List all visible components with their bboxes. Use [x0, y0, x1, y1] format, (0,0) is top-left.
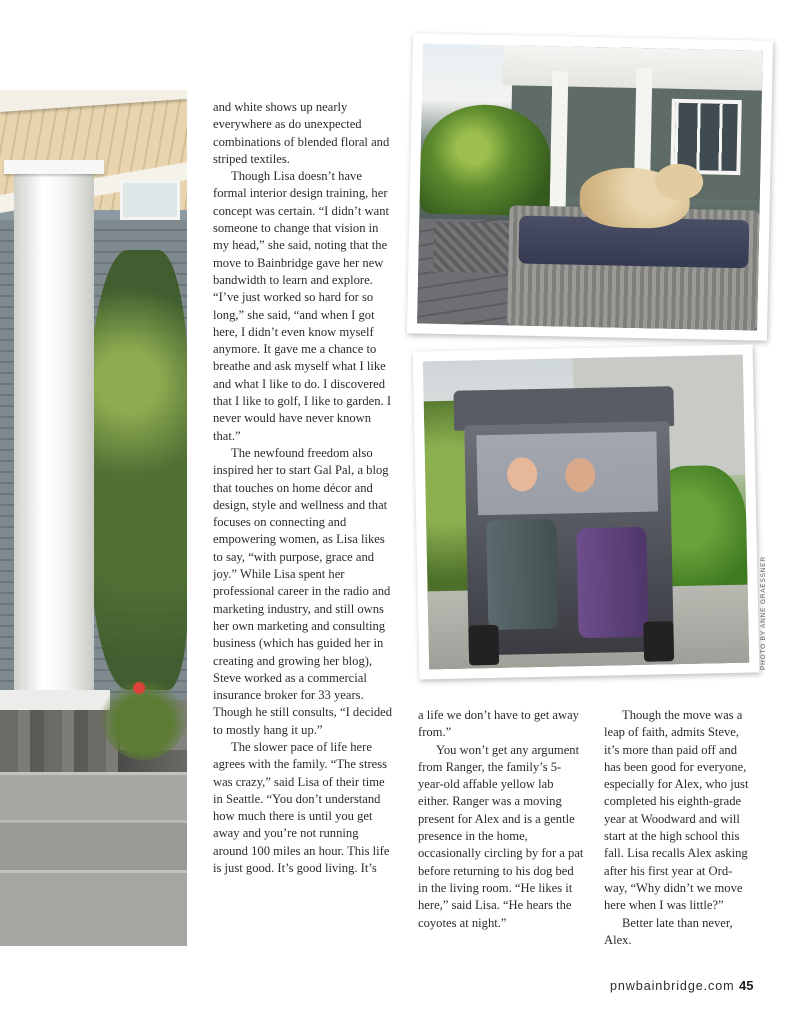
footer-website: pnwbainbridge.com: [610, 979, 735, 993]
dog-on-patio-photo: [407, 33, 773, 340]
page-number: 45: [739, 978, 754, 993]
article-column-1: [213, 99, 396, 877]
paragraph: a life we don’t have to get away from.”: [418, 708, 579, 740]
article-column-2: [418, 707, 584, 932]
porch-column-photo: [0, 90, 187, 946]
paragraph: Though Lisa doesn’t have formal interior design training, her concept was certain. “I didn’t want someone to change that vision in my head,” she said, noting that the move to Bainbridge gave her new bandwidth to learn and explore. “I’ve just worked so hard for so long,” she said, “and when I got here, I didn’t even know myself anymore. It gave me a chance to breathe and ask myself what I like and what I like to do. I discovered that I like to golf, I like to garden. I never would have never known that.”: [213, 169, 392, 443]
golf-cart-photo: [413, 344, 760, 679]
article-column-3: [604, 707, 754, 949]
paragraph: Though the move was a leap of faith, admits Steve, it’s more than paid off and has been good for everyone, especially for Alex, who just completed his eighth-grade year at Woodward and will start at the high school this fall. Lisa recalls Alex asking after his first year at Ord-way, “Why didn’t we move here when I was little?”: [604, 708, 749, 913]
paragraph: The slower pace of life here agrees with the family. “The stress was crazy,” said Lisa of their time in Seattle. “You don’t understand how much there is until you get away and you’re not running around 100 miles an hour. This life is just good. It’s good living. It’s: [213, 739, 390, 876]
photo-credit: PHOTO BY ANNE GRAESSNER: [760, 556, 767, 670]
paragraph: You won’t get any argument from Ranger, the family’s 5-year-old affable yellow lab either. Ranger was a moving present for Alex and is a gentle presence in the home, occasionally circling by for a pat before returning to his dog bed in the living room. “He likes it here,” said Lisa. “He hears the coyotes at night.”: [418, 742, 584, 930]
paragraph: Better late than never, Alex.: [604, 915, 733, 947]
paragraph: The newfound freedom also inspired her to start Gal Pal, a blog that touches on home décor and design, style and wellness and that focuses on connecting and empowering women, as Lisa likes to say, “with purpose, grace and joy.” While Lisa spent her professional career in the radio and marketing industry, and still owns her own marketing and consulting business (which has guided her in creating and growing her blog), Steve worked as a commercial insurance broker for 33 years. Though he still consults, “I decided to mostly hang it up.”: [213, 445, 393, 737]
paragraph: and white shows up nearly everywhere as do unexpected combinations of blended floral and striped textiles.: [213, 100, 390, 166]
